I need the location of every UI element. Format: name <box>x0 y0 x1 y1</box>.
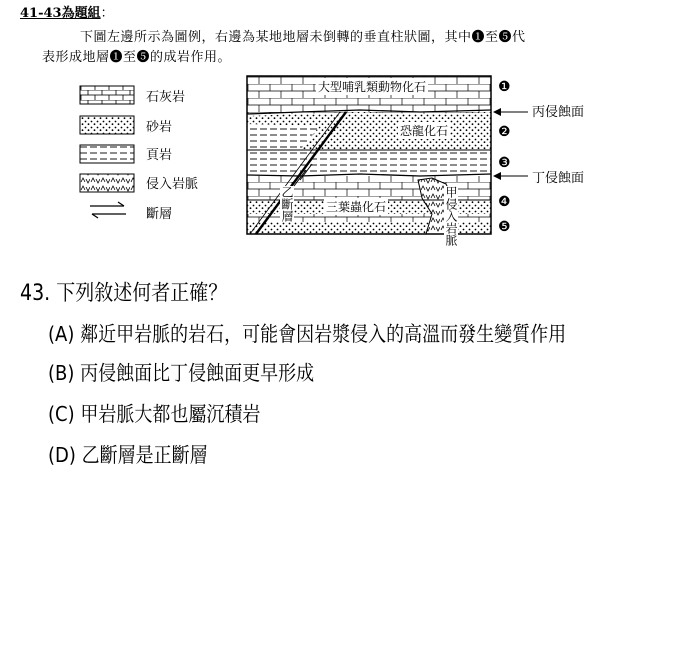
marker-1: ❶ <box>498 79 511 95</box>
intro-line-1: 下圖左邊所示為圖例，右邊為某地地層未倒轉的垂直柱狀圖，其中❶至❺代 <box>80 30 526 45</box>
legend-sandstone-label: 砂岩 <box>146 120 173 135</box>
legend-dike-label: 侵入岩脈 <box>146 177 199 192</box>
fossil-top-label: 大型哺乳類動物化石 <box>318 80 427 94</box>
legend-shale-label: 頁岩 <box>146 148 173 163</box>
intro-line-2: 表形成地層❶至❺的成岩作用。 <box>42 50 232 65</box>
option-a: (A) 鄰近甲岩脈的岩石，可能會因岩漿侵入的高溫而發生變質作用 <box>48 322 567 347</box>
legend-shale-swatch <box>80 145 134 163</box>
marker-3: ❸ <box>498 155 511 171</box>
legend-limestone-label: 石灰岩 <box>146 90 186 105</box>
dike-label: 甲侵入岩脈 <box>444 186 458 246</box>
ding-surface-label: 丁侵蝕面 <box>532 171 585 186</box>
bing-surface-label: 丙侵蝕面 <box>532 105 585 120</box>
option-b: (B) 丙侵蝕面比丁侵蝕面更早形成 <box>48 361 315 386</box>
legend-limestone-swatch <box>80 86 134 104</box>
question-title: 43. 下列敘述何者正確？ <box>20 280 228 306</box>
legend-dike-swatch <box>80 174 134 192</box>
header-range: 41-43 <box>20 6 62 21</box>
option-c: (C) 甲岩脈大都也屬沉積岩 <box>48 402 261 427</box>
marker-5: ❺ <box>498 219 511 235</box>
ding-surface-arrow-icon <box>493 172 528 180</box>
legend-sandstone-swatch <box>80 116 134 134</box>
header-suffix: 為題組 <box>61 6 101 21</box>
header-colon: ： <box>100 6 114 21</box>
fossil-mid-label: 恐龍化石 <box>400 124 449 138</box>
legend-fault-arrows-icon <box>90 202 126 218</box>
bing-surface-arrow-icon <box>493 108 528 116</box>
marker-4: ❹ <box>498 194 511 210</box>
fossil-low-label: 三葉蟲化石 <box>326 200 387 214</box>
marker-2: ❷ <box>498 124 511 140</box>
fault-label: 乙斷層 <box>280 186 294 222</box>
legend-fault-label: 斷層 <box>146 207 173 222</box>
option-d: (D) 乙斷層是正斷層 <box>48 443 208 468</box>
